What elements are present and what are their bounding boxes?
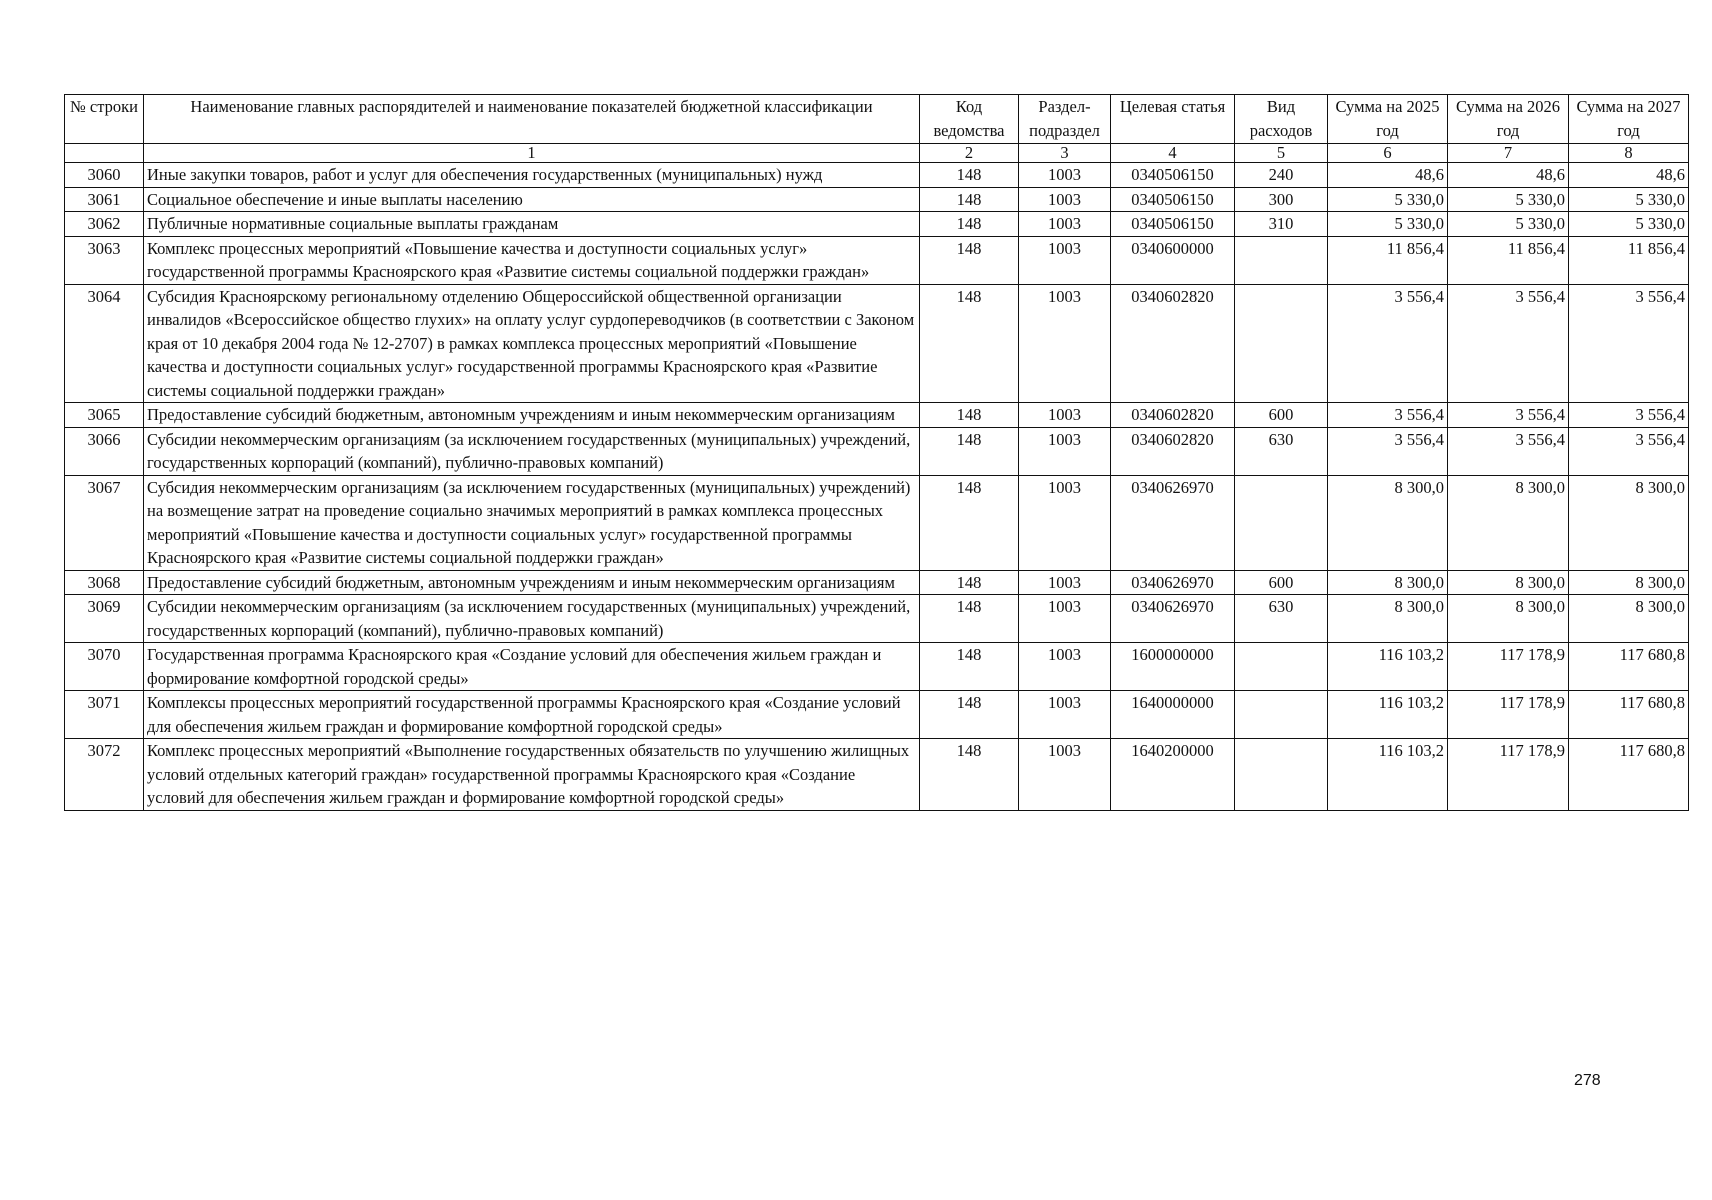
table-row: [65, 595, 1689, 643]
expense-type-cell: [1235, 284, 1328, 403]
row-number-cell: 3068: [65, 570, 144, 595]
sum-2026-cell: 8 300,0: [1448, 475, 1569, 570]
target-article-cell: 1640200000: [1111, 739, 1235, 811]
sum-2026-cell: 3 556,4: [1448, 427, 1569, 475]
sum-2026-cell: 8 300,0: [1448, 570, 1569, 595]
table-row: [65, 427, 1689, 475]
header-sum-2025: Сумма на 2025 год: [1328, 95, 1448, 144]
row-number-cell: 3063: [65, 236, 144, 284]
row-number-cell: 3069: [65, 595, 144, 643]
table-row: [65, 475, 1689, 570]
expense-type-cell: [1235, 236, 1328, 284]
name-cell: Публичные нормативные социальные выплаты гражданам: [144, 212, 920, 237]
name-cell: Иные закупки товаров, работ и услуг для обеспечения государственных (муниципальных) нужд: [144, 163, 920, 188]
department-code-cell: 148: [920, 187, 1019, 212]
sum-2025-cell: 11 856,4: [1328, 236, 1448, 284]
sum-2025-cell: 8 300,0: [1328, 475, 1448, 570]
section-cell: 1003: [1019, 187, 1111, 212]
target-article-cell: 0340506150: [1111, 187, 1235, 212]
expense-type-cell: [1235, 643, 1328, 691]
page-number: 278: [1574, 1072, 1601, 1089]
table-row: [65, 739, 1689, 811]
section-cell: 1003: [1019, 236, 1111, 284]
name-cell: Субсидии некоммерческим организациям (за исключением государственных (муниципальных) учреждений, государственных корпораций (компаний), публично-правовых компаний): [144, 595, 920, 643]
column-number: 7: [1448, 144, 1569, 163]
expense-type-cell: 600: [1235, 570, 1328, 595]
row-number-cell: 3072: [65, 739, 144, 811]
sum-2025-cell: 8 300,0: [1328, 570, 1448, 595]
sum-2025-cell: 5 330,0: [1328, 187, 1448, 212]
section-cell: 1003: [1019, 643, 1111, 691]
expense-type-cell: 630: [1235, 595, 1328, 643]
header-expense-type: Вид расходов: [1235, 95, 1328, 144]
sum-2026-cell: 5 330,0: [1448, 212, 1569, 237]
sum-2025-cell: 3 556,4: [1328, 284, 1448, 403]
column-number: 4: [1111, 144, 1235, 163]
name-cell: Субсидии некоммерческим организациям (за исключением государственных (муниципальных) учреждений, государственных корпораций (компаний), публично-правовых компаний): [144, 427, 920, 475]
sum-2027-cell: 117 680,8: [1569, 691, 1689, 739]
header-sum-2027: Сумма на 2027 год: [1569, 95, 1689, 144]
department-code-cell: 148: [920, 284, 1019, 403]
expense-type-cell: 630: [1235, 427, 1328, 475]
target-article-cell: 0340602820: [1111, 284, 1235, 403]
name-cell: Социальное обеспечение и иные выплаты населению: [144, 187, 920, 212]
name-cell: Предоставление субсидий бюджетным, автономным учреждениям и иным некоммерческим организациям: [144, 570, 920, 595]
name-cell: Комплексы процессных мероприятий государственной программы Красноярского края «Создание условий для обеспечения жильем граждан и формирование комфортной городской среды»: [144, 691, 920, 739]
sum-2027-cell: 3 556,4: [1569, 284, 1689, 403]
expense-type-cell: [1235, 691, 1328, 739]
sum-2026-cell: 5 330,0: [1448, 187, 1569, 212]
header-row: [65, 95, 1689, 144]
expense-type-cell: 240: [1235, 163, 1328, 188]
sum-2027-cell: 3 556,4: [1569, 427, 1689, 475]
section-cell: 1003: [1019, 284, 1111, 403]
table-row: [65, 187, 1689, 212]
row-number-cell: 3070: [65, 643, 144, 691]
table-row: [65, 236, 1689, 284]
sum-2025-cell: 116 103,2: [1328, 739, 1448, 811]
target-article-cell: 0340506150: [1111, 163, 1235, 188]
header-target-article: Целевая статья: [1111, 95, 1235, 144]
target-article-cell: 1640000000: [1111, 691, 1235, 739]
sum-2027-cell: 5 330,0: [1569, 212, 1689, 237]
column-number: 5: [1235, 144, 1328, 163]
row-number-cell: 3060: [65, 163, 144, 188]
section-cell: 1003: [1019, 595, 1111, 643]
table-row: [65, 403, 1689, 428]
sum-2025-cell: 116 103,2: [1328, 691, 1448, 739]
sum-2025-cell: 116 103,2: [1328, 643, 1448, 691]
name-cell: Предоставление субсидий бюджетным, автономным учреждениям и иным некоммерческим организациям: [144, 403, 920, 428]
column-number: [65, 144, 144, 163]
sum-2027-cell: 117 680,8: [1569, 739, 1689, 811]
target-article-cell: 0340626970: [1111, 570, 1235, 595]
sum-2026-cell: 8 300,0: [1448, 595, 1569, 643]
column-number: 8: [1569, 144, 1689, 163]
target-article-cell: 0340626970: [1111, 595, 1235, 643]
department-code-cell: 148: [920, 403, 1019, 428]
sum-2025-cell: 3 556,4: [1328, 403, 1448, 428]
header-department-code: Код ведомства: [920, 95, 1019, 144]
sum-2027-cell: 8 300,0: [1569, 570, 1689, 595]
expense-type-cell: [1235, 739, 1328, 811]
table-row: [65, 691, 1689, 739]
section-cell: 1003: [1019, 427, 1111, 475]
section-cell: 1003: [1019, 475, 1111, 570]
target-article-cell: 0340602820: [1111, 427, 1235, 475]
sum-2027-cell: 8 300,0: [1569, 595, 1689, 643]
department-code-cell: 148: [920, 691, 1019, 739]
sum-2026-cell: 117 178,9: [1448, 691, 1569, 739]
department-code-cell: 148: [920, 212, 1019, 237]
column-number: 2: [920, 144, 1019, 163]
row-number-cell: 3067: [65, 475, 144, 570]
table-row: [65, 163, 1689, 188]
name-cell: Комплекс процессных мероприятий «Выполнение государственных обязательств по улучшению жилищных условий отдельных категорий граждан» государственной программы Красноярского края «Создание условий для обеспечения жильем граждан и формирование комфортной городской среды»: [144, 739, 920, 811]
row-number-cell: 3071: [65, 691, 144, 739]
department-code-cell: 148: [920, 163, 1019, 188]
name-cell: Комплекс процессных мероприятий «Повышение качества и доступности социальных услуг» государственной программы Красноярского края «Развитие системы социальной поддержки граждан»: [144, 236, 920, 284]
table-row: [65, 284, 1689, 403]
header-row-number: № строки: [65, 95, 144, 144]
sum-2026-cell: 117 178,9: [1448, 643, 1569, 691]
header-name: Наименование главных распорядителей и наименование показателей бюджетной классификации: [144, 95, 920, 144]
row-number-cell: 3062: [65, 212, 144, 237]
row-number-cell: 3066: [65, 427, 144, 475]
column-number: 6: [1328, 144, 1448, 163]
department-code-cell: 148: [920, 739, 1019, 811]
sum-2025-cell: 5 330,0: [1328, 212, 1448, 237]
sum-2025-cell: 8 300,0: [1328, 595, 1448, 643]
section-cell: 1003: [1019, 212, 1111, 237]
name-cell: Субсидия некоммерческим организациям (за исключением государственных (муниципальных) учреждений) на возмещение затрат на проведение социально значимых мероприятий в рамках комплекса процессных мероприятий «Повышение качества и доступности социальных услуг» государственной программы Красноярского края «Развитие системы социальной поддержки граждан»: [144, 475, 920, 570]
expense-type-cell: [1235, 475, 1328, 570]
table-row: [65, 212, 1689, 237]
column-number: 1: [144, 144, 920, 163]
sum-2027-cell: 117 680,8: [1569, 643, 1689, 691]
target-article-cell: 0340506150: [1111, 212, 1235, 237]
table-row: [65, 643, 1689, 691]
sum-2025-cell: 48,6: [1328, 163, 1448, 188]
sum-2025-cell: 3 556,4: [1328, 427, 1448, 475]
section-cell: 1003: [1019, 691, 1111, 739]
column-number-row: [65, 144, 1689, 163]
expense-type-cell: 600: [1235, 403, 1328, 428]
expense-type-cell: 310: [1235, 212, 1328, 237]
row-number-cell: 3061: [65, 187, 144, 212]
row-number-cell: 3064: [65, 284, 144, 403]
header-section: Раздел-подраздел: [1019, 95, 1111, 144]
column-number: 3: [1019, 144, 1111, 163]
sum-2027-cell: 11 856,4: [1569, 236, 1689, 284]
section-cell: 1003: [1019, 403, 1111, 428]
department-code-cell: 148: [920, 570, 1019, 595]
target-article-cell: 1600000000: [1111, 643, 1235, 691]
sum-2026-cell: 48,6: [1448, 163, 1569, 188]
target-article-cell: 0340626970: [1111, 475, 1235, 570]
section-cell: 1003: [1019, 163, 1111, 188]
table-row: [65, 570, 1689, 595]
section-cell: 1003: [1019, 570, 1111, 595]
budget-table: [64, 94, 1689, 811]
sum-2027-cell: 48,6: [1569, 163, 1689, 188]
target-article-cell: 0340602820: [1111, 403, 1235, 428]
sum-2026-cell: 3 556,4: [1448, 284, 1569, 403]
sum-2027-cell: 8 300,0: [1569, 475, 1689, 570]
expense-type-cell: 300: [1235, 187, 1328, 212]
target-article-cell: 0340600000: [1111, 236, 1235, 284]
department-code-cell: 148: [920, 236, 1019, 284]
header-sum-2026: Сумма на 2026 год: [1448, 95, 1569, 144]
department-code-cell: 148: [920, 595, 1019, 643]
sum-2027-cell: 3 556,4: [1569, 403, 1689, 428]
department-code-cell: 148: [920, 643, 1019, 691]
department-code-cell: 148: [920, 475, 1019, 570]
sum-2026-cell: 117 178,9: [1448, 739, 1569, 811]
department-code-cell: 148: [920, 427, 1019, 475]
section-cell: 1003: [1019, 739, 1111, 811]
table-body: [65, 163, 1689, 811]
name-cell: Субсидия Красноярскому региональному отделению Общероссийской общественной организации инвалидов «Всероссийское общество глухих» на оплату услуг сурдопереводчиков (в соответствии с Законом края от 10 декабря 2004 года № 12-2707) в рамках комплекса процессных мероприятий «Повышение качества и доступности социальных услуг» государственной программы Красноярского края «Развитие системы социальной поддержки граждан»: [144, 284, 920, 403]
sum-2027-cell: 5 330,0: [1569, 187, 1689, 212]
sum-2026-cell: 11 856,4: [1448, 236, 1569, 284]
name-cell: Государственная программа Красноярского края «Создание условий для обеспечения жильем граждан и формирование комфортной городской среды»: [144, 643, 920, 691]
row-number-cell: 3065: [65, 403, 144, 428]
sum-2026-cell: 3 556,4: [1448, 403, 1569, 428]
